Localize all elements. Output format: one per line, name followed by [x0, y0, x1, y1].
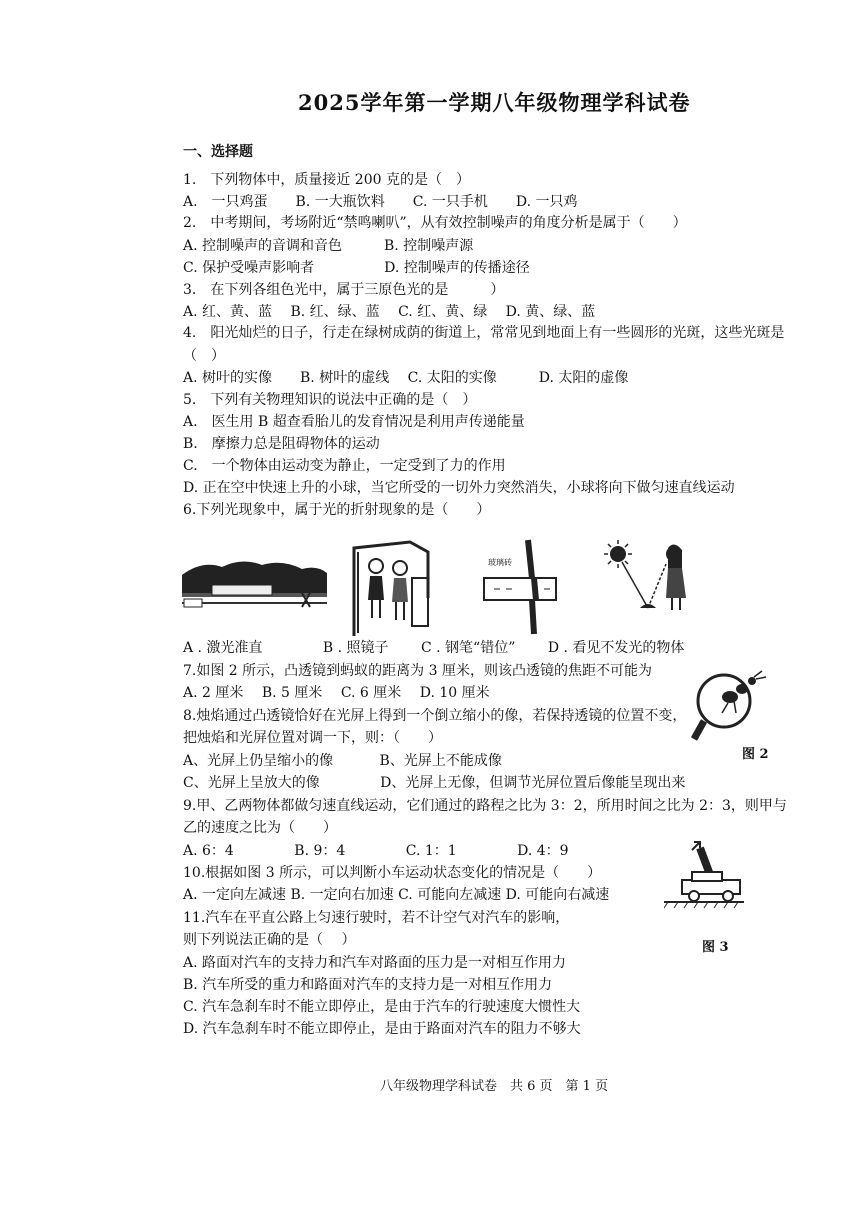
question-line: A. 一只鸡蛋 B. 一大瓶饮料 C. 一只手机 D. 一只鸡 [183, 194, 578, 210]
question-line: C. 汽车急刹车时不能立即停止，是由于汽车的行驶速度大惯性大 [183, 999, 581, 1015]
question-line: A. 红、黄、蓝 B. 红、绿、蓝 C. 红、黄、绿 D. 黄、绿、蓝 [183, 304, 596, 320]
question-line: 9.甲、乙两物体都做匀速直线运动，它们通过的路程之比为 3：2，所用时间之比为 2：3，则甲与 [183, 798, 787, 814]
question-line: 11.汽车在平直公路上匀速行驶时，若不计空气对汽车的影响， [183, 910, 570, 926]
question-line: 乙的速度之比为（ ） [183, 820, 337, 836]
question-line: C. 保护受噪声影响者 D. 控制噪声的传播途径 [183, 260, 530, 276]
question-line: A. 控制噪声的音调和音色 B. 控制噪声源 [183, 238, 474, 254]
question-line: C. 一个物体由运动变为静止，一定受到了力的作用 [183, 458, 506, 474]
question-line: B. 汽车所受的重力和路面对汽车的支持力是一对相互作用力 [183, 977, 553, 993]
question-line: B. 摩擦力总是阻碍物体的运动 [183, 436, 380, 452]
magnifier-ant-figure [690, 665, 770, 745]
mirror-children-image [350, 538, 430, 638]
question-line: 2. 中考期间，考场附近“禁鸣喇叭”，从有效控制噪声的角度分析是属于（ ） [183, 215, 687, 231]
question-line: 把烛焰和光屏位置对调一下，则：（ ） [183, 730, 442, 746]
question-line: 1. 下列物体中，质量接近 200 克的是（ ） [183, 172, 470, 188]
question-line: C、光屏上呈放大的像 D、光屏上无像，但调节光屏位置后像能呈现出来 [183, 775, 686, 791]
question-line: A. 一定向左减速 B. 一定向右加速 C. 可能向左减速 D. 可能向右减速 [183, 887, 610, 903]
q6-options: A . 激光准直 B . 照镜子 C . 钢笔“错位” D . 看见不发光的物体 [183, 640, 685, 656]
sun-reflection-image [600, 538, 700, 638]
figure-2-label: 图 2 [742, 747, 769, 762]
page-footer: 八年级物理学科试卷 共 6 页 第 1 页 [380, 1079, 609, 1094]
page-title: 2025学年第一学期八年级物理学科试卷 [298, 90, 691, 115]
question-line: 6.下列光现象中，属于光的折射现象的是（ ） [183, 502, 491, 518]
question-line: 则下列说法正确的是（ ） [183, 932, 356, 948]
question-line: 8.烛焰通过凸透镜恰好在光屏上得到一个倒立缩小的像，若保持透镜的位置不变， [183, 708, 687, 724]
question-line: A. 路面对汽车的支持力和汽车对路面的压力是一对相互作用力 [183, 955, 567, 971]
question-line: D. 汽车急刹车时不能立即停止，是由于路面对汽车的阻力不够大 [183, 1021, 581, 1037]
question-line: A、光屏上仍呈缩小的像 B、光屏上不能成像 [183, 753, 502, 769]
question-line: A. 6：4 B. 9：4 C. 1：1 D. 4：9 [183, 843, 569, 859]
glass-block-label: 玻璃砖 [488, 558, 512, 567]
question-line: A. 医生用 B 超查看胎儿的发育情况是利用声传递能量 [183, 414, 525, 430]
question-line: 10.根据如图 3 所示，可以判断小车运动状态变化的情况是（ ） [183, 865, 602, 881]
section-heading: 一、选择题 [183, 144, 253, 160]
pen-glass-block-image [478, 538, 560, 638]
question-line: 5. 下列有关物理知识的说法中正确的是（ ） [183, 392, 477, 408]
laser-alignment-image [182, 555, 327, 617]
figure-3-label: 图 3 [702, 940, 729, 955]
question-line: 3. 在下列各组色光中，属于三原色光的是 ） [183, 282, 505, 298]
car-pendulum-figure [664, 840, 744, 910]
question-line: （ ） [183, 348, 225, 364]
question-line: 7.如图 2 所示，凸透镜到蚂蚁的距离为 3 厘米，则该凸透镜的焦距不可能为 [183, 663, 652, 679]
question-line: D. 正在空中快速上升的小球，当它所受的一切外力突然消失，小球将向下做匀速直线运动 [183, 480, 735, 496]
question-line: 4. 阳光灿烂的日子，行走在绿树成荫的街道上，常常见到地面上有一些圆形的光斑，这些光斑是 [183, 325, 785, 341]
question-line: A. 树叶的实像 B. 树叶的虚线 C. 太阳的实像 D. 太阳的虚像 [183, 370, 629, 386]
question-line: A. 2 厘米 B. 5 厘米 C. 6 厘米 D. 10 厘米 [183, 685, 490, 701]
